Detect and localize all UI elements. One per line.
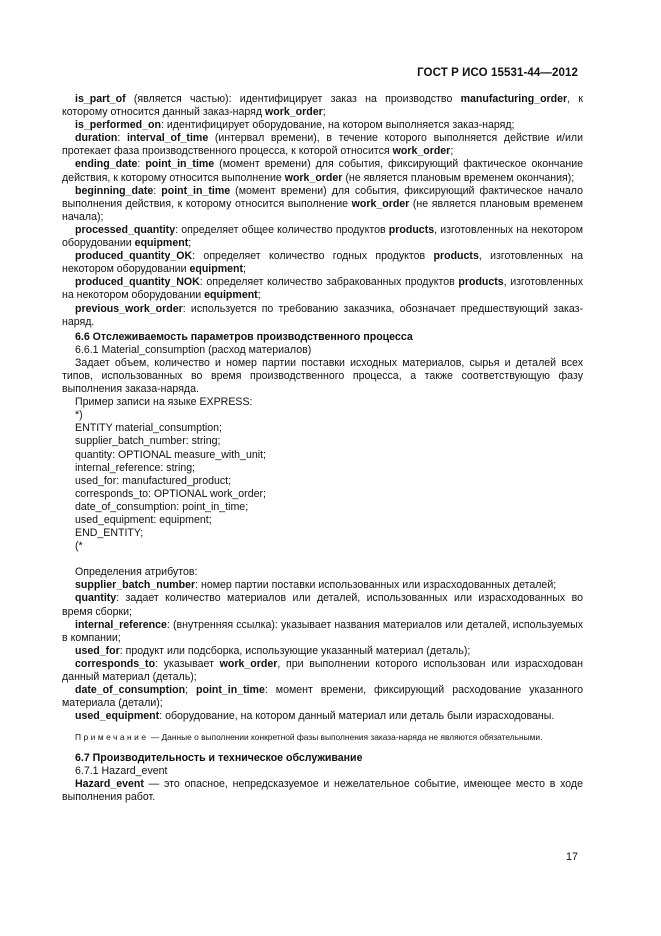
attribute-term: work_order (351, 197, 410, 210)
attribute-term: previous_work_order (75, 302, 183, 315)
code-line: used_for: manufactured_product; (75, 474, 232, 487)
attribute-term: point_in_time (161, 184, 231, 197)
attribute-term: duration (75, 132, 118, 145)
definition-text: ; (322, 106, 326, 119)
code-line: (* (75, 540, 83, 553)
definition-text: : (117, 132, 127, 145)
definition-text: , изготовленных на некотором оборудовании (62, 223, 583, 250)
definition-paragraph (62, 250, 583, 276)
attribute-term: is_part_of (75, 93, 126, 105)
code-line: corresponds_to: OPTIONAL work_order; (75, 487, 266, 500)
attribute-term: point_in_time (145, 158, 215, 171)
attribute-term: supplier_batch_number (75, 579, 196, 592)
attribute-term: point_in_time (196, 684, 265, 697)
attribute-term: interval_of_time (126, 132, 209, 145)
definition-paragraph (62, 592, 583, 618)
code-line: END_ENTITY; (75, 527, 144, 540)
definition-text: : продукт или подсборка, использующие указанный материал (деталь); (119, 644, 471, 657)
definition-text: (момент времени) для события, фиксирующий фактическое окончание действия, к которому относится выполнение (62, 158, 584, 184)
section-6-6-intro: Задает объем, количество и номер партии поставки исходных материалов, сырья и деталей всех типов, использованных во время производственного процесса, а также соответствующую фазу выполнения заказа-наряда. (62, 356, 583, 396)
attribute-term: products (433, 250, 479, 263)
code-line: used_equipment: equipment; (75, 514, 212, 526)
code-line: supplier_batch_number: string; (75, 435, 221, 448)
attribute-term: internal_reference (75, 618, 167, 631)
definition-text: : используется по требованию заказчика, обозначает предшествующий заказ-наряд. (62, 302, 583, 328)
attribute-term: processed_quantity (75, 223, 176, 236)
attribute-term: work_order (392, 145, 451, 158)
definition-paragraph (62, 645, 583, 658)
material-consumption-attribute-definitions (62, 579, 583, 723)
code-line: internal_reference: string; (75, 461, 196, 474)
definition-paragraph (62, 158, 583, 184)
definition-text: : идентифицирует оборудование, на котором выполняется заказ-наряд; (160, 119, 515, 132)
definition-text: (не является плановым временем окончания); (342, 171, 575, 184)
attribute-term: produced_quantity_OK (75, 250, 193, 263)
definition-paragraph (62, 185, 583, 224)
definition-text: : определяет количество забракованных продуктов (199, 276, 459, 289)
definition-text: : указывает (155, 657, 220, 670)
definition-text: ; (257, 289, 261, 302)
definition-paragraph (62, 658, 583, 684)
definition-text: : определяет количество годных продуктов (192, 250, 434, 263)
definition-text: ; (243, 263, 246, 276)
document-body (62, 93, 583, 804)
document-header: ГОСТ Р ИСО 15531-44—2012 (417, 67, 578, 79)
definition-text: , изготовленных на некотором оборудовании (62, 276, 583, 302)
definition-text: : момент времени, фиксирующий расходование указанного материала (детали); (62, 684, 584, 710)
attribute-term: used_for (75, 644, 120, 657)
definition-paragraph (62, 224, 583, 250)
definition-text: ; (185, 684, 196, 697)
definition-text: ; (188, 237, 192, 250)
definition-paragraph (62, 276, 583, 302)
code-line: ENTITY material_consumption; (75, 422, 222, 435)
definition-text: : задает количество материалов или деталей, использованных или израсходованных во время сборки; (62, 592, 583, 618)
attribute-term: corresponds_to (75, 657, 156, 670)
definition-text: (момент времени) для события, фиксирующий фактическое начало выполнения действия, к которому относится выполнение (62, 184, 584, 210)
attribute-term: ending_date (75, 158, 138, 171)
example-label: Пример записи на языке EXPRESS: (75, 396, 253, 409)
definition-text: , изготовленных на некотором оборудовании (62, 250, 583, 276)
code-line: *) (75, 409, 83, 422)
attribute-term: products (388, 223, 435, 236)
spacer (62, 553, 583, 566)
hazard-event-definition (62, 778, 583, 804)
definition-text: : (137, 158, 146, 171)
definition-text: : определяет общее количество продуктов (175, 223, 389, 236)
definition-text: , к которому относится данный заказ-наряд (62, 93, 583, 119)
definition-paragraph (62, 619, 583, 645)
hazard-event-text: — это опасное, непредсказуемое и нежелательное событие, имеющее место в ходе выполнения работ. (62, 778, 583, 804)
attribute-term: work_order (265, 106, 323, 119)
definition-text: ; (450, 145, 454, 158)
definition-paragraph (62, 93, 583, 119)
page-number: 17 (565, 851, 578, 863)
definition-paragraph (62, 119, 583, 132)
attribute-term: products (458, 276, 504, 289)
attribute-term: work_order (219, 657, 278, 670)
attribute-term: used_equipment (75, 710, 160, 723)
attribute-term: equipment (189, 263, 244, 276)
code-line: date_of_consumption: point_in_time; (75, 500, 249, 513)
work-order-attribute-definitions (62, 93, 583, 329)
attribute-term: beginning_date (75, 184, 154, 197)
definition-text: (не является плановым временем начала); (62, 197, 583, 223)
code-line: quantity: OPTIONAL measure_with_unit; (75, 448, 266, 461)
attribute-term: is_performed_on (75, 119, 161, 132)
section-6-6-heading: 6.6 Отслеживаемость параметров производственного процесса (75, 330, 413, 343)
attribute-term: equipment (134, 237, 189, 250)
attribute-term: work_order (284, 171, 343, 184)
definition-paragraph (62, 579, 583, 592)
note-text: — Данные о выполнении конкретной фазы выполнения заказа-наряда не являются обязательными. (148, 732, 543, 743)
definition-paragraph (62, 710, 583, 723)
express-code-block (62, 409, 583, 553)
definition-text: (интервал времени), в течение которого выполняется действие и/или протекает фаза производственного процесса, к которой относится (62, 132, 584, 158)
definition-paragraph (62, 132, 583, 158)
definition-text: , при выполнении которого использован или израсходован данный материал (деталь); (62, 657, 583, 684)
definition-text: : (внутренняя ссылка): указывает названия материалов или деталей, используемых в компании; (62, 618, 583, 644)
definition-text: : (153, 184, 162, 197)
subsection-6-7-1-heading: 6.7.1 Hazard_event (75, 765, 168, 777)
note-label: Примечание (75, 732, 149, 743)
definition-paragraph (62, 303, 583, 329)
definition-paragraph (62, 684, 583, 710)
hazard-event-term: Hazard_event (75, 778, 144, 791)
attribute-term: produced_quantity_NOK (75, 276, 200, 289)
attribute-term: manufacturing_order (460, 93, 568, 105)
note (62, 731, 583, 744)
attribute-term: date_of_consumption (75, 684, 186, 697)
attribute-term: equipment (204, 289, 258, 302)
section-6-7-heading: 6.7 Производительность и техническое обслуживание (75, 751, 363, 764)
attribute-definitions-label: Определения атрибутов: (75, 566, 198, 579)
subsection-6-6-1-heading: 6.6.1 Material_consumption (расход материалов) (75, 343, 312, 356)
definition-text: (является частью): идентифицирует заказ на производство (125, 93, 461, 105)
attribute-term: quantity (75, 592, 117, 605)
definition-text: : номер партии поставки использованных или израсходованных деталей; (195, 579, 557, 592)
definition-text: : оборудование, на котором данный материал или деталь были израсходованы. (159, 710, 555, 723)
